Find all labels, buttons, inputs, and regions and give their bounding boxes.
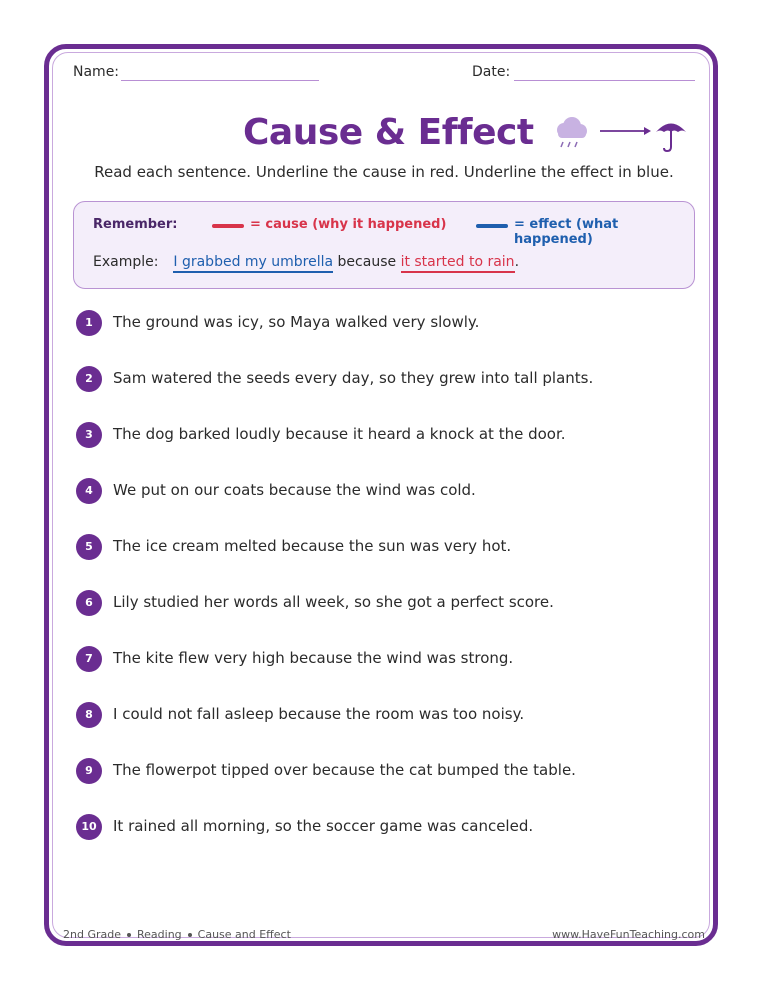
example-connector: because bbox=[337, 254, 397, 270]
list-item bbox=[76, 646, 696, 672]
item-sentence[interactable]: Sam watered the seeds every day, so they grew into tall plants. bbox=[113, 369, 594, 387]
item-sentence[interactable]: The ground was icy, so Maya walked very slowly. bbox=[113, 313, 480, 331]
bullet-icon bbox=[127, 933, 131, 937]
list-item bbox=[76, 814, 696, 840]
effect-legend-text: = effect (what happened) bbox=[514, 217, 619, 247]
item-number-badge: 10 bbox=[76, 814, 102, 840]
name-line[interactable] bbox=[121, 80, 319, 81]
list-item bbox=[76, 478, 696, 504]
right-arrow-icon bbox=[600, 127, 651, 135]
item-sentence[interactable]: We put on our coats because the wind was cold. bbox=[113, 481, 476, 499]
cause-legend-text: = cause (why it happened) bbox=[250, 217, 447, 232]
example-label: Example: bbox=[93, 254, 159, 270]
date-label: Date: bbox=[472, 64, 511, 80]
example-end: . bbox=[514, 254, 520, 270]
item-number-badge: 9 bbox=[76, 758, 102, 784]
list-item bbox=[76, 758, 696, 784]
footer-subject: Reading bbox=[137, 928, 182, 941]
name-field bbox=[73, 64, 119, 80]
cause-legend-swatch bbox=[212, 224, 244, 228]
item-number-badge: 3 bbox=[76, 422, 102, 448]
name-label: Name: bbox=[73, 64, 120, 80]
date-line[interactable] bbox=[514, 80, 695, 81]
umbrella-icon bbox=[656, 124, 686, 152]
item-sentence[interactable]: The flowerpot tipped over because the cat bumped the table. bbox=[113, 761, 576, 779]
effect-legend-swatch bbox=[476, 224, 508, 228]
item-number-badge: 5 bbox=[76, 534, 102, 560]
list-item bbox=[76, 366, 696, 392]
example-cause: it started to rain bbox=[401, 254, 515, 273]
footer-grade: 2nd Grade bbox=[63, 928, 121, 941]
item-sentence[interactable]: Lily studied her words all week, so she got a perfect score. bbox=[113, 593, 554, 611]
list-item bbox=[76, 590, 696, 616]
footer-topic: Cause and Effect bbox=[197, 928, 291, 941]
item-number-badge: 2 bbox=[76, 366, 102, 392]
rain-cloud-icon bbox=[557, 117, 587, 147]
remember-box bbox=[73, 201, 695, 289]
footer-info bbox=[63, 928, 291, 941]
item-number-badge: 6 bbox=[76, 590, 102, 616]
item-number-badge: 4 bbox=[76, 478, 102, 504]
item-number-badge: 8 bbox=[76, 702, 102, 728]
bullet-icon bbox=[188, 933, 192, 937]
remember-label: Remember: bbox=[93, 217, 178, 232]
title-icons bbox=[552, 116, 692, 156]
instructions: Read each sentence. Underline the cause in red. Underline the effect in blue. bbox=[94, 163, 674, 181]
item-sentence[interactable]: It rained all morning, so the soccer game was canceled. bbox=[113, 817, 534, 835]
list-item bbox=[76, 702, 696, 728]
footer-website[interactable]: www.HaveFunTeaching.com bbox=[552, 928, 705, 941]
example-effect: I grabbed my umbrella bbox=[173, 254, 333, 273]
example-sentence bbox=[93, 254, 519, 270]
item-sentence[interactable]: The ice cream melted because the sun was very hot. bbox=[113, 537, 512, 555]
item-sentence[interactable]: The dog barked loudly because it heard a knock at the door. bbox=[113, 425, 566, 443]
date-field bbox=[472, 64, 510, 80]
item-number-badge: 1 bbox=[76, 310, 102, 336]
item-sentence[interactable]: I could not fall asleep because the room was too noisy. bbox=[113, 705, 525, 723]
list-item bbox=[76, 534, 696, 560]
worksheet-title: Cause & Effect bbox=[243, 112, 534, 153]
item-sentence[interactable]: The kite flew very high because the wind was strong. bbox=[113, 649, 514, 667]
item-number-badge: 7 bbox=[76, 646, 102, 672]
list-item bbox=[76, 422, 696, 448]
list-item bbox=[76, 310, 696, 336]
